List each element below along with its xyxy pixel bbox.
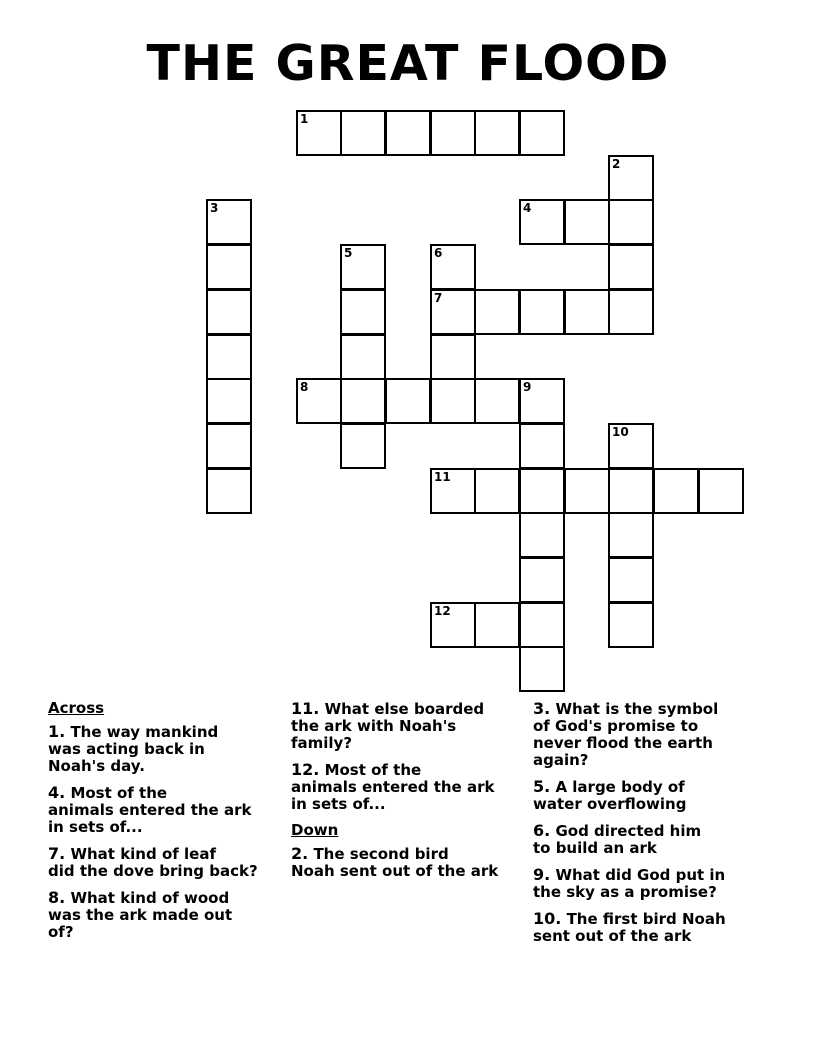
grid-cell[interactable] [653, 468, 699, 514]
grid-cell[interactable] [564, 199, 610, 245]
clue-down-2 [291, 845, 531, 880]
clue-number: 6. [533, 821, 551, 840]
grid-cell[interactable] [340, 334, 386, 380]
grid-cell[interactable] [474, 289, 520, 335]
clue-across-12 [291, 761, 531, 813]
clue-number: 4. [48, 783, 66, 802]
clue-text: What did God put in the sky as a promise? [533, 866, 726, 901]
grid-cell[interactable] [608, 155, 654, 201]
clue-across-7 [48, 845, 288, 880]
clue-number: 9. [533, 865, 551, 884]
clue-down-5 [533, 778, 773, 813]
grid-cell[interactable] [430, 289, 476, 335]
grid-cell[interactable] [564, 468, 610, 514]
grid-cell[interactable] [385, 110, 431, 156]
grid-cell[interactable] [340, 289, 386, 335]
grid-cell[interactable] [608, 244, 654, 290]
grid-cell[interactable] [340, 423, 386, 469]
grid-cell[interactable] [340, 244, 386, 290]
clue-text: What kind of wood was the ark made out of? [48, 889, 233, 941]
grid-cell[interactable] [206, 334, 252, 380]
clue-text: God directed him to build an ark [533, 822, 702, 857]
clue-text: A large body of water overflowing [533, 778, 687, 813]
clue-text: Most of the animals entered the ark in sets of... [48, 784, 252, 836]
grid-cell[interactable] [564, 289, 610, 335]
cell-number: 5 [344, 246, 353, 260]
grid-cell[interactable] [206, 199, 252, 245]
clue-text: The second bird Noah sent out of the ark [291, 845, 499, 880]
grid-cell[interactable] [340, 110, 386, 156]
clue-number: 1. [48, 722, 66, 741]
cell-number: 3 [210, 201, 219, 215]
grid-cell[interactable] [608, 602, 654, 648]
grid-cell[interactable] [206, 468, 252, 514]
clue-number: 12. [291, 760, 320, 779]
down-heading: Down [291, 821, 339, 839]
grid-cell[interactable] [474, 602, 520, 648]
cell-number: 12 [434, 604, 451, 618]
clue-down-10 [533, 910, 773, 945]
grid-cell[interactable] [474, 468, 520, 514]
grid-cell[interactable] [430, 468, 476, 514]
clue-down-3 [533, 700, 773, 769]
grid-cell[interactable] [608, 557, 654, 603]
grid-cell[interactable] [206, 244, 252, 290]
grid-cell[interactable] [519, 512, 565, 558]
grid-cell[interactable] [430, 602, 476, 648]
clue-across-4 [48, 784, 288, 836]
grid-cell[interactable] [608, 289, 654, 335]
clue-text: What else boarded the ark with Noah's family? [291, 700, 485, 752]
clue-text: What kind of leaf did the dove bring back? [48, 845, 258, 880]
grid-cell[interactable] [519, 289, 565, 335]
clue-number: 8. [48, 888, 66, 907]
clue-text: The way mankind was acting back in Noah's day. [48, 723, 219, 775]
grid-cell[interactable] [698, 468, 744, 514]
cell-number: 6 [434, 246, 443, 260]
grid-cell[interactable] [519, 110, 565, 156]
clue-across-11 [291, 700, 531, 752]
grid-cell[interactable] [430, 110, 476, 156]
cell-number: 7 [434, 291, 443, 305]
grid-cell[interactable] [519, 199, 565, 245]
clue-down-9 [533, 866, 773, 901]
grid-cell[interactable] [608, 199, 654, 245]
clue-number: 11. [291, 699, 320, 718]
clue-number: 5. [533, 777, 551, 796]
clue-across-8 [48, 889, 288, 941]
grid-cell[interactable] [340, 378, 386, 424]
clue-number: 2. [291, 844, 309, 863]
cell-number: 2 [612, 157, 621, 171]
clue-number: 3. [533, 699, 551, 718]
grid-cell[interactable] [519, 557, 565, 603]
grid-cell[interactable] [519, 468, 565, 514]
clue-text: What is the symbol of God's promise to never flood the earth again? [533, 700, 719, 769]
clue-number: 10. [533, 909, 562, 928]
cell-number: 10 [612, 425, 629, 439]
grid-cell[interactable] [474, 110, 520, 156]
grid-cell[interactable] [519, 423, 565, 469]
grid-cell[interactable] [608, 512, 654, 558]
clue-column-3 [533, 700, 773, 954]
grid-cell[interactable] [430, 334, 476, 380]
puzzle-title: THE GREAT FLOOD [146, 35, 670, 92]
cell-number: 9 [523, 380, 532, 394]
cell-number: 1 [300, 112, 309, 126]
clue-text: The first bird Noah sent out of the ark [533, 910, 726, 945]
grid-cell[interactable] [474, 378, 520, 424]
grid-cell[interactable] [608, 468, 654, 514]
grid-cell[interactable] [206, 423, 252, 469]
grid-cell[interactable] [608, 423, 654, 469]
grid-cell[interactable] [296, 378, 342, 424]
cell-number: 11 [434, 470, 451, 484]
grid-cell[interactable] [206, 378, 252, 424]
grid-cell[interactable] [206, 289, 252, 335]
clue-across-1 [48, 723, 288, 775]
clue-number: 7. [48, 844, 66, 863]
cell-number: 4 [523, 201, 532, 215]
grid-cell[interactable] [385, 378, 431, 424]
cell-number: 8 [300, 380, 309, 394]
grid-cell[interactable] [296, 110, 342, 156]
grid-cell[interactable] [430, 378, 476, 424]
clue-down-6 [533, 822, 773, 857]
clue-column-1 [48, 700, 288, 950]
grid-cell[interactable] [519, 378, 565, 424]
grid-cell[interactable] [519, 646, 565, 692]
clue-text: Most of the animals entered the ark in sets of... [291, 761, 495, 813]
grid-cell[interactable] [519, 602, 565, 648]
across-heading: Across [48, 699, 105, 717]
clue-column-2 [291, 700, 531, 889]
grid-cell[interactable] [430, 244, 476, 290]
